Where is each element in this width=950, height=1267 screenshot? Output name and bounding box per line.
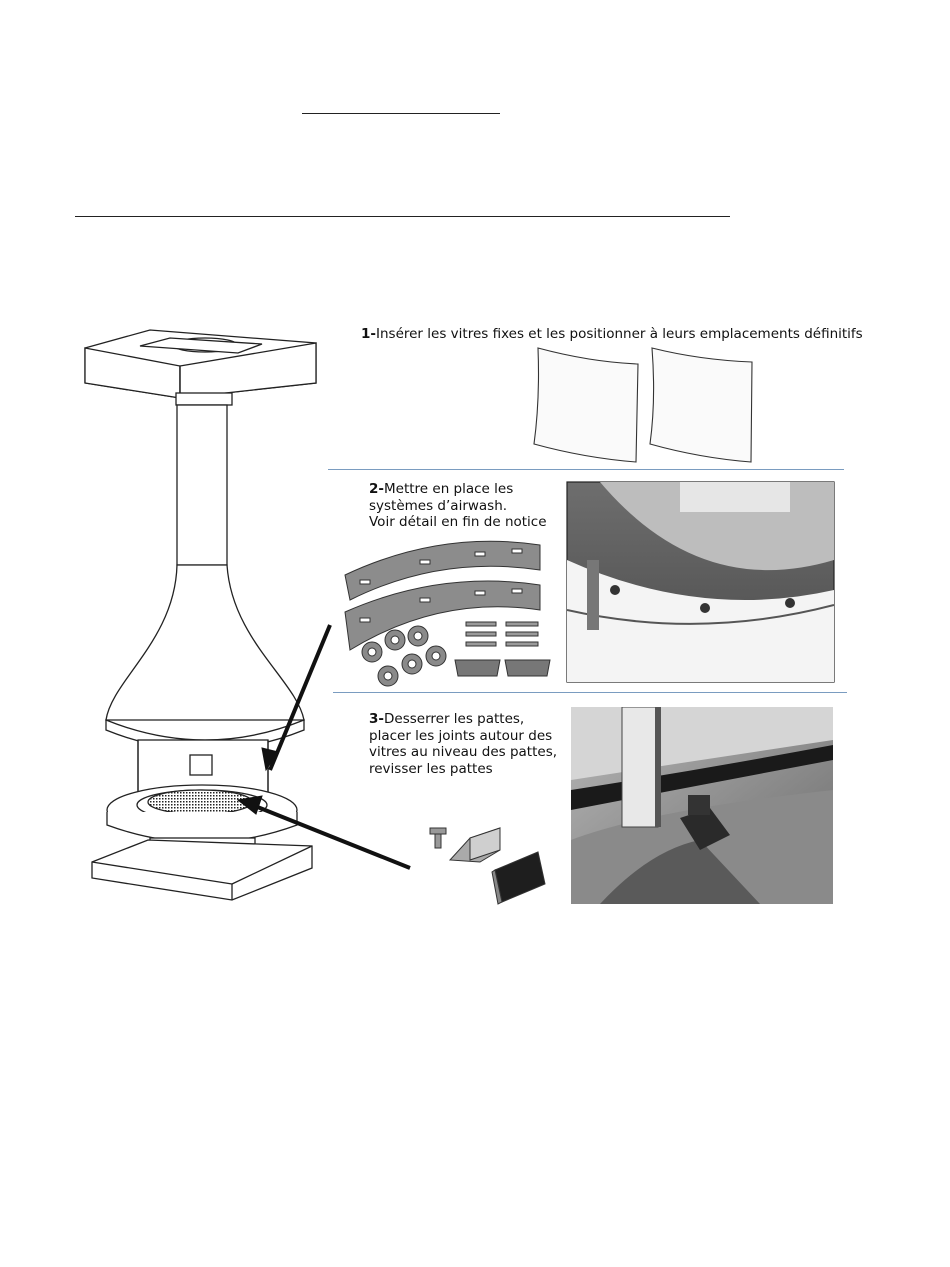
step-2-line-1: Mettre en place les — [384, 481, 514, 497]
step-3-line-2: placer les joints autour des — [369, 727, 553, 744]
step-1-line-1: Insérer les vitres fixes et les positionner à leurs emplacements définitifs — [376, 326, 863, 342]
step-3-line-4: revisser les pattes — [369, 760, 493, 777]
step-3-number: 3- — [369, 711, 384, 727]
step-3-line-3: vitres au niveau des pattes, — [369, 744, 558, 760]
step-2-line-2: systèmes d’airwash. — [369, 497, 508, 514]
step-3-line-1: Desserrer les pattes, — [384, 711, 525, 727]
step-2-line-3: Voir détail en fin de notice — [369, 514, 547, 530]
step-2-number: 2- — [369, 481, 384, 497]
step-1-number: 1- — [361, 326, 376, 342]
